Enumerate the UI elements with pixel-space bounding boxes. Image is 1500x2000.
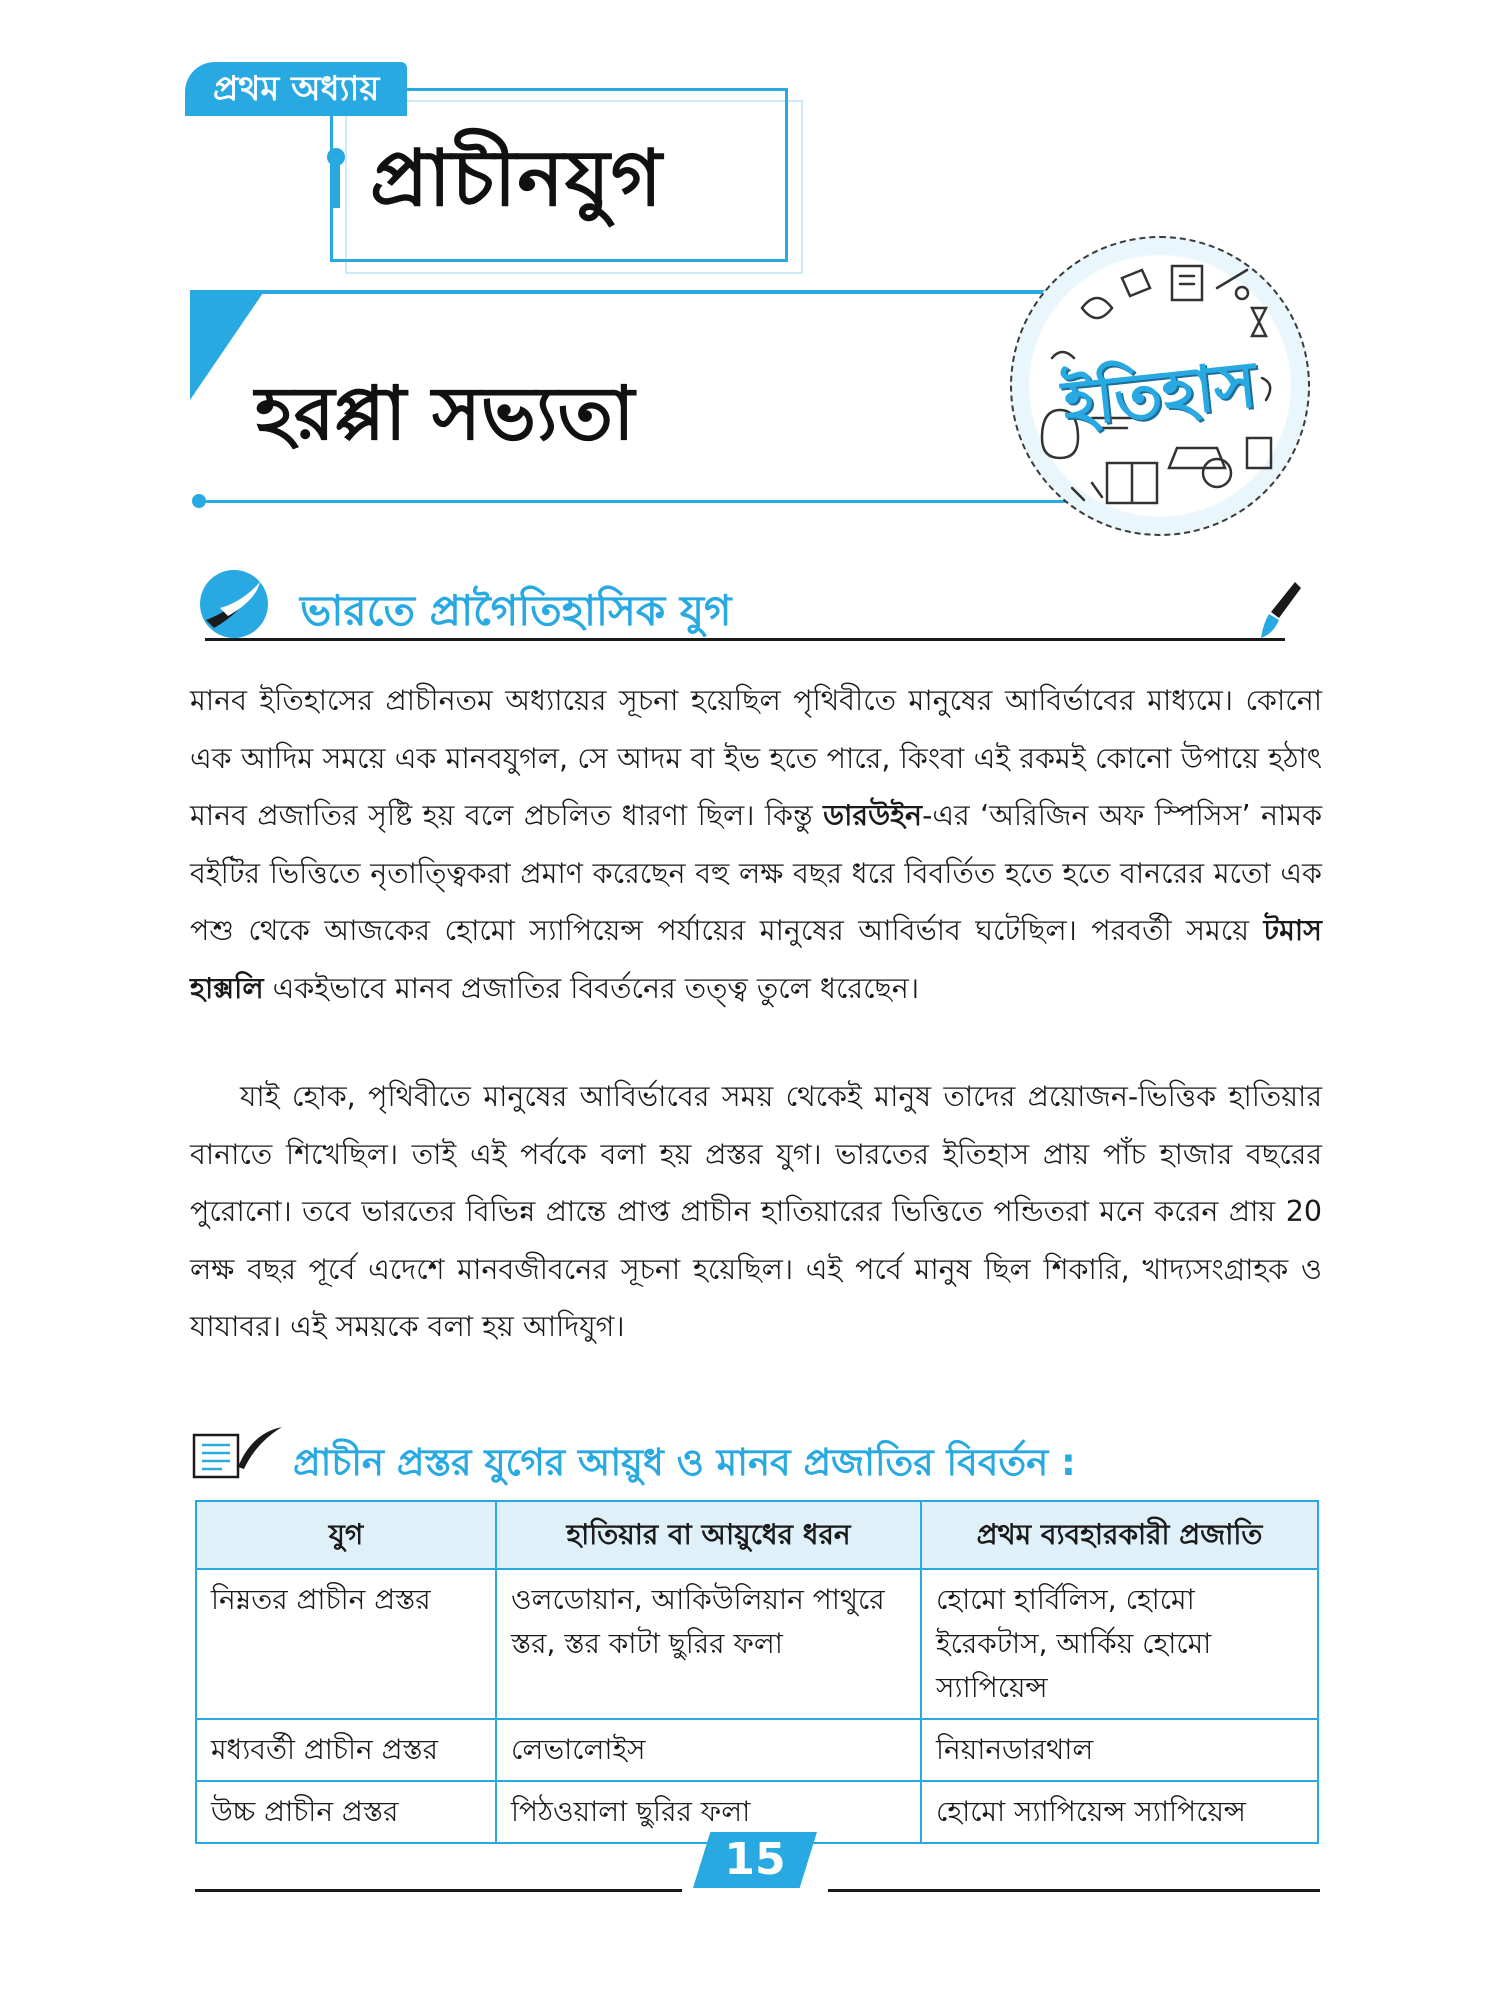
paragraph-1-text-a: মানব ইতিহাসের প্রাচীনতম অধ্যায়ের সূচনা হয়েছিল পৃথিবীতে মানুষের আবির্ভাবের মাধ্যমে। কোনো এক আদিম সময়ে এক মানবযুগল, সে আদম বা ইভ হতে পারে, কিংবা এই রকমই কোনো উপায়ে হঠাৎ মানব প্রজাতির সৃষ্টি হয় বলে প্রচলিত ধারণা ছিল। কিন্তু — [190, 684, 1322, 832]
tool-evolution-table — [195, 1500, 1319, 1844]
subsection-title: ভারতে প্রাগৈতিহাসিক যুগ — [300, 586, 732, 635]
title-box-tick — [332, 160, 340, 208]
chapter-label: প্রথম অধ্যায় — [185, 62, 407, 116]
brush-icon — [1255, 578, 1305, 648]
emblem-text: ইতিহাস — [1059, 348, 1260, 442]
quill-icon — [188, 1423, 288, 1483]
huxley-name: টমাস হাক্সলি — [190, 914, 1322, 1005]
footer-line-left — [195, 1889, 682, 1892]
paragraph-1-text-b: -এর ‘অরিজিন অফ স্পিসিস’ নামক বইটির ভিত্তিতে নৃতাত্ত্বিকরা প্রমাণ করেছেন বহু লক্ষ বছর ধরে বিবর্তিত হতে হতে বানরের মতো এক পশু থেকে আজকের হোমো স্যাপিয়েন্স পর্যায়ের মানুষের আবির্ভাব ঘটেছিল। পরবর্তী সময়ে — [190, 799, 1323, 947]
chapter-title: প্রাচীনযুগ — [370, 134, 663, 224]
subsection-underline — [205, 638, 1285, 641]
section-band-bottom-line — [205, 500, 1075, 503]
table-cell: মধ্যবর্তী প্রাচীন প্রস্তর — [196, 1719, 496, 1781]
band-dot-left — [192, 494, 206, 508]
history-emblem — [1010, 236, 1310, 536]
table-cell: লেভালোইস — [496, 1719, 921, 1781]
paragraph-2: যাই হোক, পৃথিবীতে মানুষের আবির্ভাবের সময় থেকেই মানুষ তাদের প্রয়োজন-ভিত্তিক হাতিয়ার বানাতে শিখেছিল। তাই এই পর্বকে বলা হয় প্রস্তর যুগ। ভারতের ইতিহাস প্রায় পাঁচ হাজার বছরের পুরোনো। তবে ভারতের বিভিন্ন প্রান্তে প্রাপ্ত প্রাচীন হাতিয়ারের ভিত্তিতে পন্ডিতরা মনে করেন প্রায় 20 লক্ষ বছর পূর্বে এদেশে মানবজীবনের সূচনা হয়েছিল। এই পর্বে মানুষ ছিল শিকারি, খাদ্যসংগ্রাহক ও যাযাবর। এই সময়কে বলা হয় আদিযুগ। — [190, 1080, 1322, 1343]
page-number: 15 — [724, 1834, 786, 1885]
table-cell: পিঠওয়ালা ছুরির ফলা — [496, 1781, 921, 1843]
table-cell: হোমো হার্বিলিস, হোমো ইরেকটাস, আর্কিয় হোমো স্যাপিয়েন্স — [921, 1569, 1318, 1719]
table-cell: উচ্চ প্রাচীন প্রস্তর — [196, 1781, 496, 1843]
paragraph-1 — [190, 672, 1322, 1017]
table-cell: নিয়ানডারথাল — [921, 1719, 1318, 1781]
section-title: হরপ্পা সভ্যতা — [255, 371, 635, 457]
swirl-icon — [190, 562, 286, 642]
header-first-species: প্রথম ব্যবহারকারী প্রজাতি — [921, 1501, 1318, 1569]
table-row — [196, 1569, 1318, 1719]
header-tool-type: হাতিয়ার বা আয়ুধের ধরন — [496, 1501, 921, 1569]
table-heading: প্রাচীন প্রস্তর যুগের আয়ুধ ও মানব প্রজাতির বিবর্তন : — [293, 1441, 1076, 1484]
header-age: যুগ — [196, 1501, 496, 1569]
darwin-name: ডারউইন — [823, 799, 923, 832]
footer-line-right — [828, 1889, 1320, 1892]
table-cell: ওলডোয়ান, আকিউলিয়ান পাথুরে স্তর, স্তর কাটা ছুরির ফলা — [496, 1569, 921, 1719]
table-cell: নিম্নতর প্রাচীন প্রস্তর — [196, 1569, 496, 1719]
table-cell: হোমো স্যাপিয়েন্স স্যাপিয়েন্স — [921, 1781, 1318, 1843]
table-header-row — [196, 1501, 1318, 1569]
paragraph-1-text-c: একইভাবে মানব প্রজাতির বিবর্তনের তত্ত্ব তুলে ধরেছেন। — [263, 971, 920, 1005]
section-band-top-line — [195, 290, 1075, 294]
table-row — [196, 1719, 1318, 1781]
section-band-wedge — [190, 290, 265, 400]
